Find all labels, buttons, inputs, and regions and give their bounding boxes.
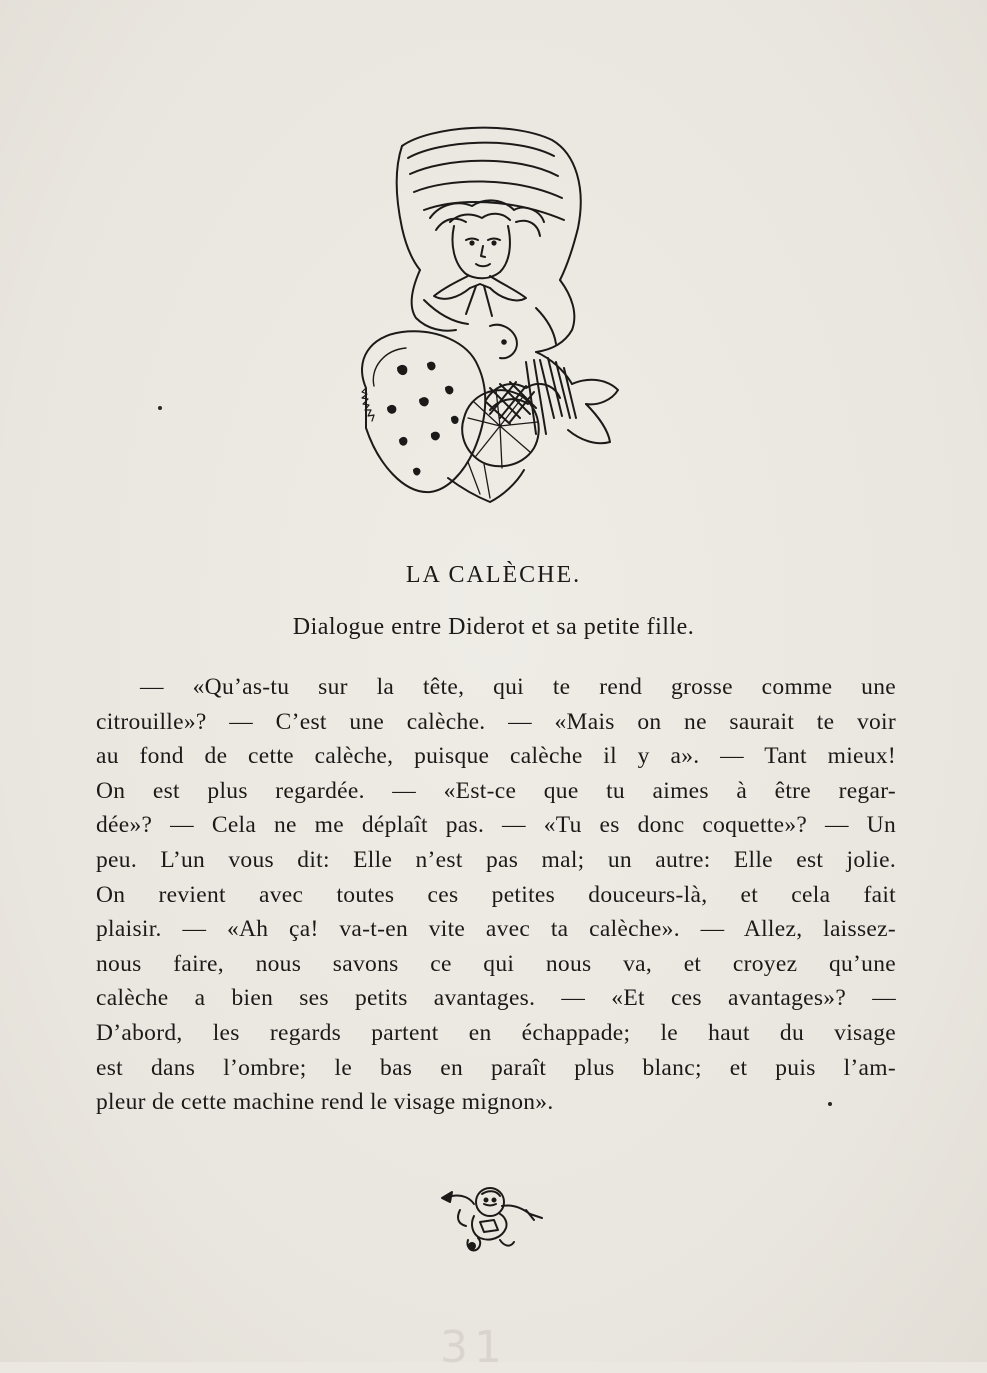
text-line: On est plus regardée. — «Est-ce que tu aimes à être regar- — [96, 777, 896, 804]
text-line: est dans l’ombre; le bas en paraît plus blanc; et puis l’am- — [96, 1054, 896, 1081]
text-line: plaisir. — «Ah ça! va-t-en vite avec ta calèche». — Allez, laissez- — [96, 916, 896, 943]
cherub-ornament-illustration — [438, 1180, 550, 1256]
chapter-title: LA CALÈCHE. — [405, 562, 582, 588]
text-line: pleur de cette machine rend le visage mignon». — [96, 1089, 554, 1116]
text-line: dée»? — Cela ne me déplaît pas. — «Tu es donc coquette»? — Un — [96, 812, 896, 839]
text-line: au fond de cette calèche, puisque calèche il y a». — Tant mieux! — [96, 743, 896, 770]
chapter-subtitle: Dialogue entre Diderot et sa petite fille. — [292, 614, 695, 640]
dialogue-text — [96, 670, 896, 1120]
text-line: nous faire, nous savons ce qui nous va, et croyez qu’une — [96, 950, 896, 977]
text-line: calèche a bien ses petits avantages. — «Et ces avantages»? — — [96, 985, 896, 1012]
text-line: — «Qu’as-tu sur la tête, qui te rend grosse comme une — [140, 674, 896, 700]
ink-speck — [828, 1102, 832, 1106]
ink-speck — [158, 406, 162, 410]
woman-in-caleche-illustration — [340, 118, 640, 508]
text-line: peu. L’un vous dit: Elle n’est pas mal; un autre: Elle est jolie. — [96, 846, 896, 873]
text-line: citrouille»? — C’est une calèche. — «Mais on ne saurait te voir — [96, 708, 896, 735]
text-line: D’abord, les regards partent en échappade; le haut du visage — [96, 1019, 896, 1046]
page-number: 31 — [440, 1322, 508, 1373]
text-line: On revient avec toutes ces petites douceurs-là, et cela fait — [96, 881, 896, 908]
